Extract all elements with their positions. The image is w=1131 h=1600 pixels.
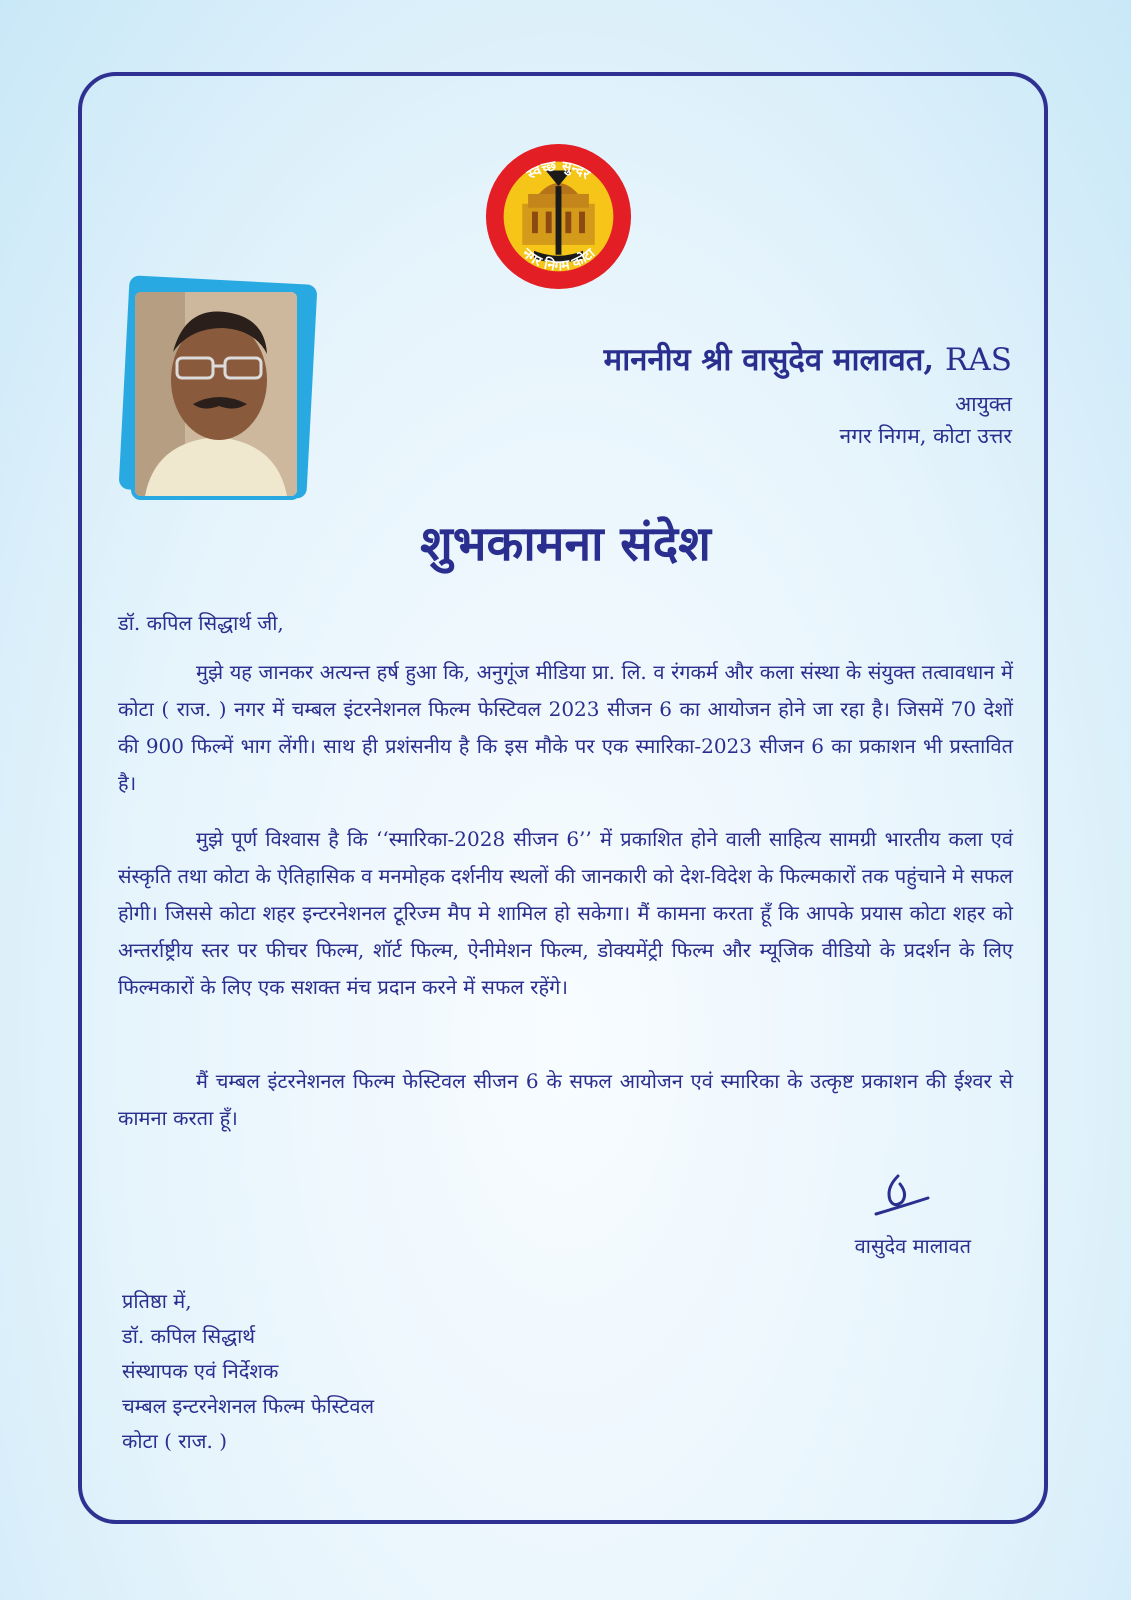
emblem-bottom-text: नगर निगम कोटा (518, 245, 599, 275)
address-line-5: कोटा ( राज. ) (122, 1429, 228, 1453)
official-designation: आयुक्त (955, 392, 1012, 416)
message-paragraph-2: मुझे पूर्ण विश्वास है कि ‘‘स्मारिका-2028 सीजन 6’’ में प्रकाशित होने वाली साहित्य सामग्री भारतीय कला एवं संस्कृति तथा कोटा के ऐतिहासिक व मनमोहक दर्शनीय स्थलों की जानकारी को देश-विदेश के फिल्मकारों तक पहुंचाने मे सफल होगी। जिससे कोटा शहर इन्टरनेशनल टूरिज्म मैप मे शामिल हो सकेगा। मैं कामना करता हूँ कि आपके प्रयास कोटा शहर को अन्तर्राष्ट्रीय स्तर पर फीचर फिल्म, शॉर्ट फिल्म, ऐनीमेशन फिल्म, डोक्यमेंट्री फिल्म और म्यूजिक वीडियो के प्रदर्शन के लिए फिल्मकारों के लिए एक सशक्त मंच प्रदान करने में सफल रहेंगे। (118, 827, 1013, 999)
portrait-photo (131, 288, 301, 500)
page-title: शुभकामना संदेश (420, 516, 711, 572)
handwritten-signature (868, 1172, 938, 1220)
official-office: नगर निगम, कोटा उत्तर (839, 424, 1012, 448)
address-line-1: प्रतिष्ठा में, (122, 1289, 192, 1313)
signer-name: वासुदेव मालावत (854, 1234, 971, 1258)
recipient-address (122, 1284, 374, 1459)
portrait-image (135, 292, 297, 496)
address-line-2: डॉ. कपिल सिद्धार्थ (122, 1324, 256, 1348)
address-line-4: चम्बल इन्टरनेशनल फिल्म फेस्टिवल (122, 1394, 375, 1418)
municipal-emblem-logo (485, 143, 632, 290)
salutation: डॉ. कपिल सिद्धार्थ जी, (118, 611, 284, 635)
message-paragraph-3: मैं चम्बल इंटरनेशनल फिल्म फेस्टिवल सीजन 6 के सफल आयोजन एवं स्मारिका के उत्कृष्ट प्रकाशन की ईश्वर से कामना करता हूँ। (118, 1069, 1013, 1130)
message-paragraph-1: मुझे यह जानकर अत्यन्त हर्ष हुआ कि, अनुगूंज मीडिया प्रा. लि. व रंगकर्म और कला संस्था के संयुक्त तत्वावधान में कोटा ( राज. ) नगर में चम्बल इंटरनेशनल फिल्म फेस्टिवल 2023 सीजन 6 का आयोजन होने जा रहा है। जिसमें 70 देशों की 900 फिल्में भाग लेंगी। साथ ही प्रशंसनीय है कि इस मौके पर एक स्मारिका-2023 सीजन 6 का प्रकाशन भी प्रस्तावित है। (118, 660, 1013, 795)
official-name-suffix: RAS (945, 342, 1012, 378)
emblem-top-text: स्वच्छ सुन्दर (524, 158, 593, 183)
address-line-3: संस्थापक एवं निर्देशक (122, 1359, 279, 1383)
official-name-text: माननीय श्री वासुदेव मालावत, (603, 342, 935, 378)
official-name (604, 338, 1012, 380)
